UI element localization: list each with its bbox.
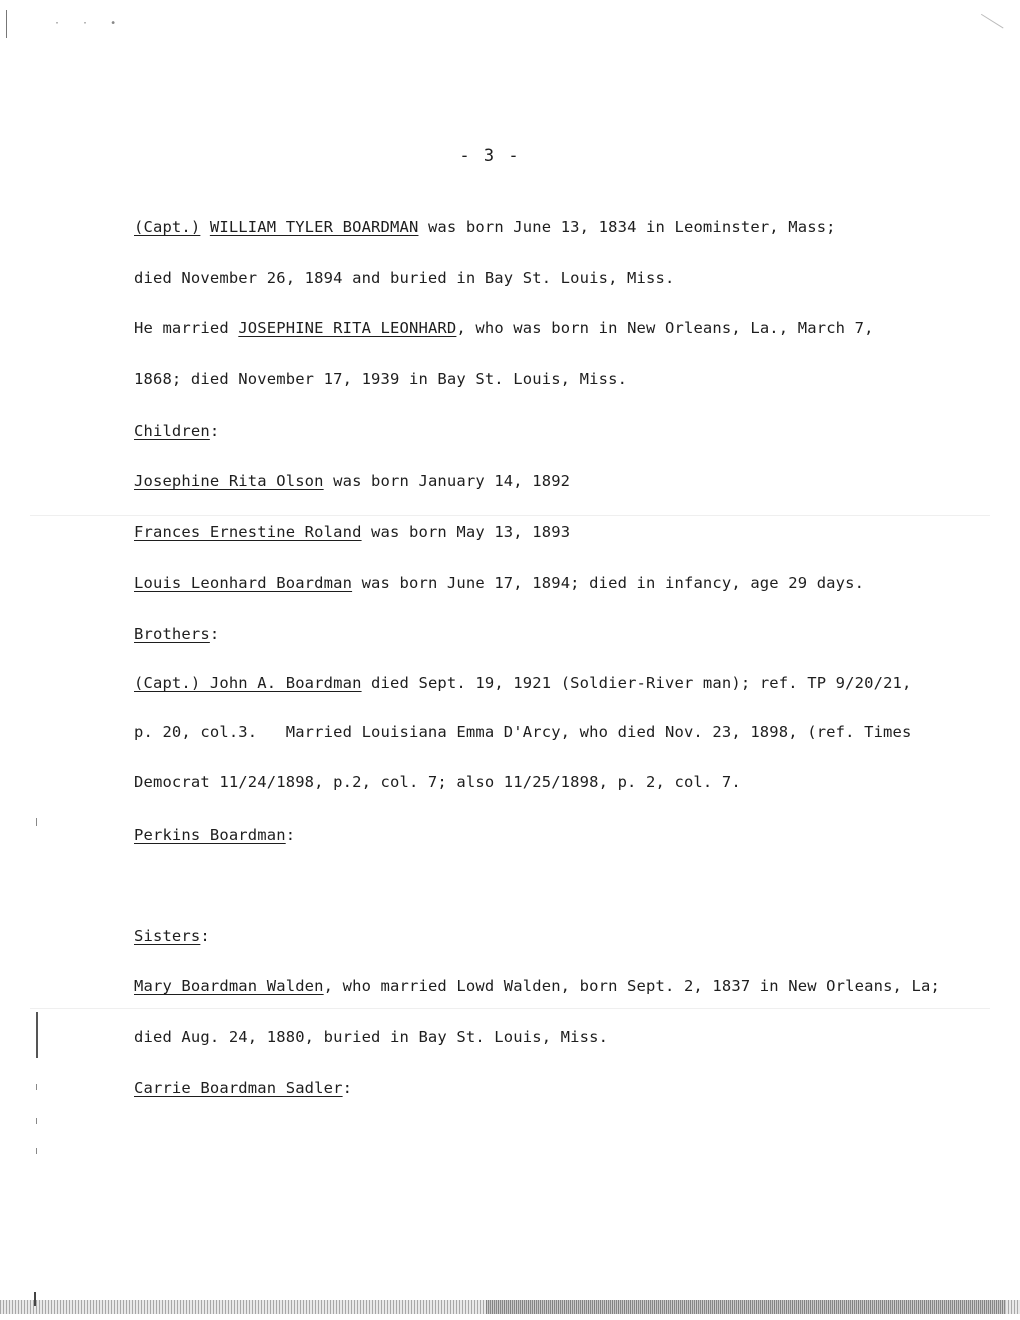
person-name: Carrie Boardman Sadler (134, 1079, 343, 1097)
section-heading (134, 825, 295, 845)
text-span: : (209, 422, 220, 440)
scan-bottom-noise-dark (486, 1300, 1006, 1314)
text-span: , who married Lowd Walden, born Sept. 2, 1837 in New Orleans, La; (323, 977, 940, 995)
text-span (200, 218, 209, 236)
text-span: He married (134, 319, 239, 337)
text-line (134, 976, 940, 996)
section-heading (134, 926, 210, 946)
text-span: was born June 13, 1834 in Leominster, Mass; (418, 218, 836, 236)
person-name: JOSEPHINE RITA LEONHARD (238, 319, 457, 337)
person-name: Frances Ernestine Roland (134, 523, 362, 541)
heading-label: Children (134, 422, 210, 440)
section-heading (134, 624, 219, 644)
text-span: : (285, 826, 296, 844)
section-heading (134, 421, 219, 441)
scan-margin-tick (36, 818, 37, 826)
person-name: Louis Leonhard Boardman (134, 574, 353, 592)
text-span: died Sept. 19, 1921 (Soldier-River man); ref. TP 9/20/21, (361, 674, 912, 692)
text-span: : (209, 625, 220, 643)
scan-margin-tick (36, 1012, 38, 1058)
person-name: Perkins Boardman (134, 826, 286, 844)
text-line (134, 369, 627, 389)
text-line (134, 268, 674, 288)
corner-fold-mark (981, 0, 1013, 28)
text-span: was born January 14, 1892 (323, 472, 571, 490)
heading-label: Sisters (134, 927, 201, 945)
text-span: : (342, 1079, 353, 1097)
text-span: Democrat 11/24/1898, p.2, col. 7; also 11/25/1898, p. 2, col. 7. (134, 773, 741, 791)
scan-fold-line (30, 1008, 990, 1009)
text-line (134, 522, 570, 542)
heading-label: Brothers (134, 625, 210, 643)
text-line (134, 217, 836, 237)
text-span: died Aug. 24, 1880, buried in Bay St. Louis, Miss. (134, 1028, 609, 1046)
scan-margin-tick (36, 1084, 37, 1090)
scan-specks: · · • (54, 18, 125, 29)
text-line (134, 722, 912, 742)
scan-bottom-mark (34, 1292, 36, 1306)
page-number: - 3 - (459, 146, 521, 166)
text-span: : (200, 927, 210, 945)
person-name: Josephine Rita Olson (134, 472, 324, 490)
text-span: was born June 17, 1894; died in infancy, age 29 days. (352, 574, 865, 592)
text-line (134, 673, 912, 693)
text-line (134, 318, 874, 338)
text-line (134, 772, 741, 792)
scan-margin-tick (36, 1118, 37, 1124)
text-span: 1868; died November 17, 1939 in Bay St. Louis, Miss. (134, 370, 628, 388)
text-line (134, 573, 864, 593)
text-span: died November 26, 1894 and buried in Bay St. Louis, Miss. (134, 269, 675, 287)
text-line (134, 471, 570, 491)
person-name: WILLIAM TYLER BOARDMAN (209, 218, 419, 236)
scan-margin-tick (36, 1148, 37, 1154)
person-name: Mary Boardman Walden (134, 977, 324, 995)
title-prefix: (Capt.) (134, 218, 201, 236)
scan-margin-mark (6, 10, 7, 38)
scan-fold-line (30, 515, 990, 516)
person-name: (Capt.) John A. Boardman (134, 674, 362, 692)
text-span: , who was born in New Orleans, La., March 7, (456, 319, 874, 337)
text-line (134, 1027, 608, 1047)
section-heading (134, 1078, 352, 1098)
text-span: was born May 13, 1893 (361, 523, 571, 541)
text-span: p. 20, col.3. Married Louisiana Emma D'Arcy, who died Nov. 23, 1898, (ref. Times (134, 723, 912, 741)
